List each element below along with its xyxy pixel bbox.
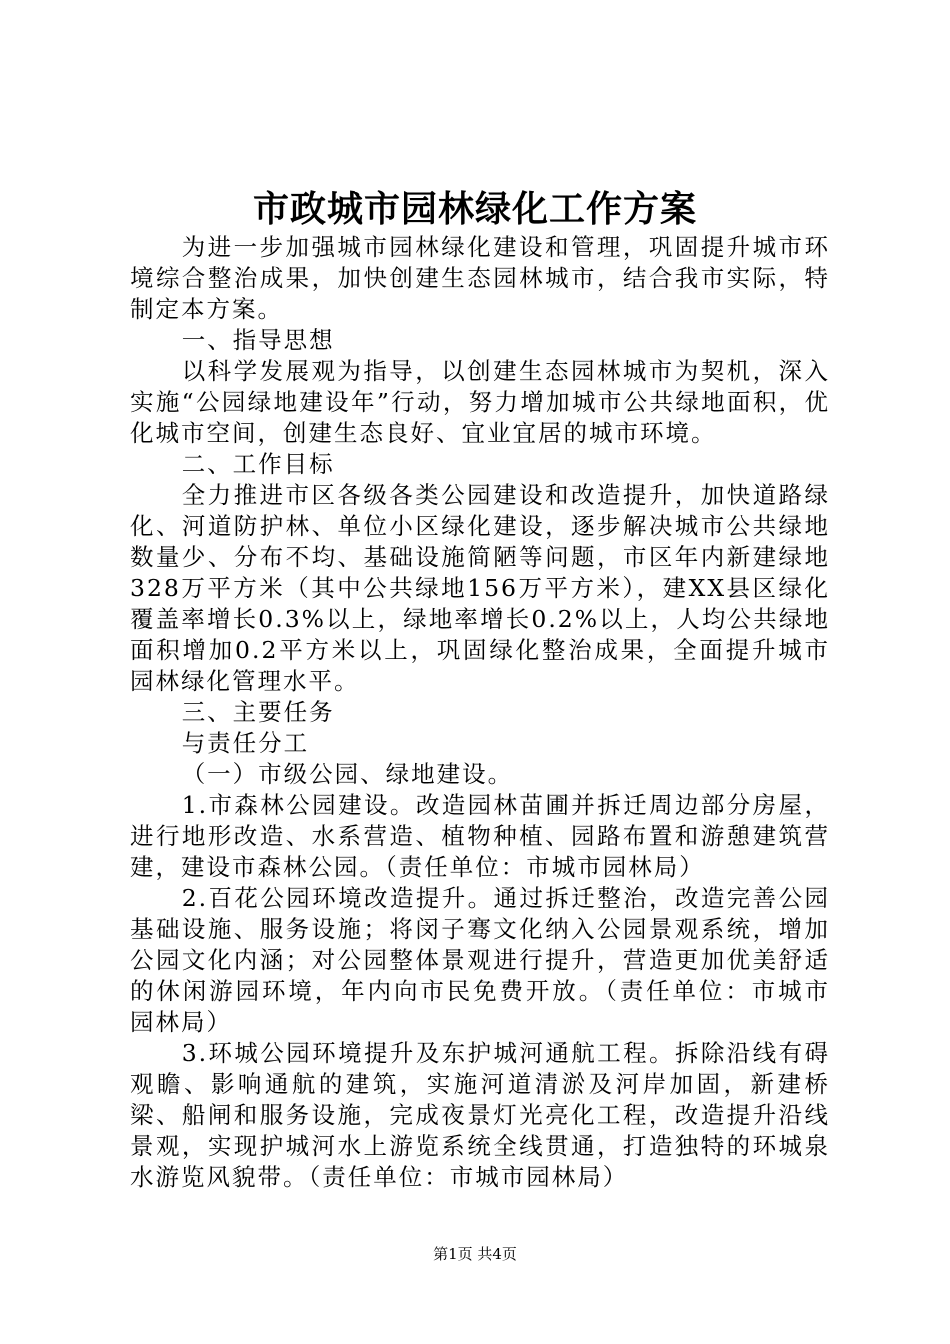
- section-heading: 与责任分工: [181, 729, 310, 757]
- body-paragraph: 3.环城公园环境提升及东护城河通航工程。拆除沿线有碍观瞻、影响通航的建筑，实施河道清淤及河岸加固，新建桥梁、船闸和服务设施，完成夜景灯光亮化工程，改造提升沿线景观，实现护城河水上游览系统全线贯通，打造独特的环城泉水游览风貌带。（责任单位：市城市园林局）: [130, 1039, 830, 1191]
- body-paragraph: 2.百花公园环境改造提升。通过拆迁整治，改造完善公园基础设施、服务设施；将闵子骞文化纳入公园景观系统，增加公园文化内涵；对公园整体景观进行提升，营造更加优美舒适的休闲游园环境，年内向市民免费开放。（责任单位：市城市园林局）: [130, 884, 830, 1036]
- document-title: 市政城市园林绿化工作方案: [252, 188, 697, 230]
- body-paragraph: 全力推进市区各级各类公园建设和改造提升，加快道路绿化、河道防护林、单位小区绿化建设，逐步解决城市公共绿地数量少、分布不均、基础设施简陋等问题，市区年内新建绿地328万平方米（其中公共绿地156万平方米），建XX县区绿化覆盖率增长0.3%以上，绿地率增长0.2%以上，人均公共绿地面积增加0.2平方米以上，巩固绿化整治成果，全面提升城市园林绿化管理水平。: [130, 481, 830, 695]
- page-number: 第1页 共4页: [433, 1245, 517, 1263]
- section-heading: 一、指导思想: [181, 326, 335, 354]
- subsection-heading: （一）市级公园、绿地建设。: [181, 760, 514, 788]
- body-paragraph: 1.市森林公园建设。改造园林苗圃并拆迁周边部分房屋，进行地形改造、水系营造、植物种植、园路布置和游憩建筑营建，建设市森林公园。（责任单位：市城市园林局）: [130, 791, 830, 881]
- section-heading: 二、工作目标: [181, 450, 335, 478]
- intro-paragraph: 为进一步加强城市园林绿化建设和管理，巩固提升城市环境综合整治成果，加快创建生态园林城市，结合我市实际，特制定本方案。: [130, 233, 830, 323]
- body-paragraph: 以科学发展观为指导，以创建生态园林城市为契机，深入实施“公园绿地建设年”行动，努力增加城市公共绿地面积，优化城市空间，创建生态良好、宜业宜居的城市环境。: [130, 357, 830, 447]
- section-heading: 三、主要任务: [181, 698, 335, 726]
- document-body: [130, 232, 830, 1193]
